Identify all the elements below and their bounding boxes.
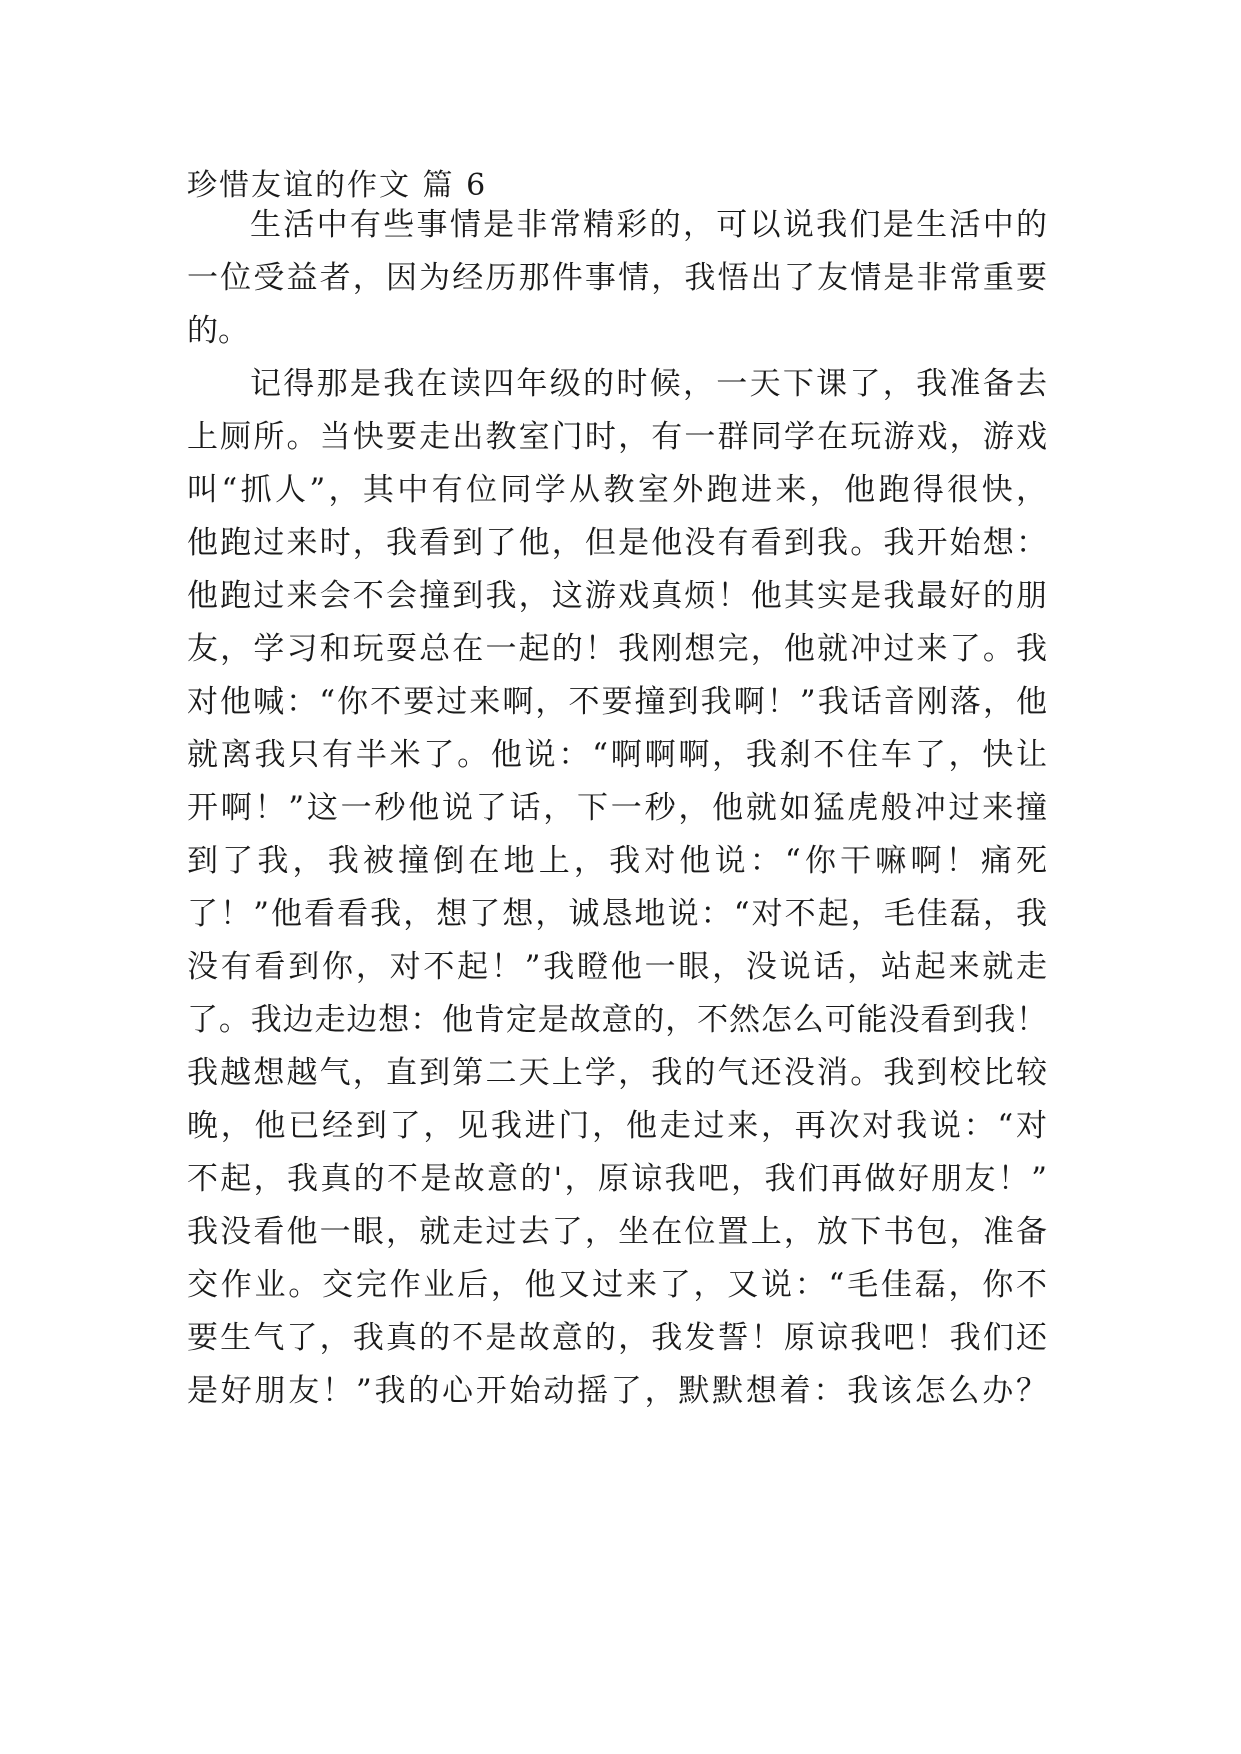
paragraph-1-line-2: 一位受益者，因为经历那件事情，我悟出了友情是非常重要 (187, 260, 1047, 296)
paragraph-2-line-9: 开啊！”这一秒他说了话，下一秒，他就如猛虎般冲过来撞 (187, 790, 1047, 826)
paragraph-2-line-16: 不起，我真的不是故意的'，原谅我吧，我们再做好朋友！” (187, 1161, 1047, 1197)
essay-title: 珍惜友谊的作文 篇 6 (187, 168, 488, 203)
paragraph-2-line-8: 就离我只有半米了。他说：“啊啊啊，我刹不住车了，快让 (187, 737, 1047, 773)
paragraph-2-line-17: 我没看他一眼，就走过去了，坐在位置上，放下书包，准备 (187, 1214, 1047, 1250)
paragraph-2-line-19: 要生气了，我真的不是故意的，我发誓！原谅我吧！我们还 (187, 1320, 1047, 1356)
paragraph-2-line-20: 是好朋友！”我的心开始动摇了，默默想着：我该怎么办？ (187, 1373, 1047, 1409)
paragraph-2-line-12: 没有看到你，对不起！”我瞪他一眼，没说话，站起来就走 (187, 949, 1047, 985)
paragraph-2-line-18: 交作业。交完作业后，他又过来了，又说：“毛佳磊，你不 (187, 1267, 1047, 1303)
paragraph-2-line-14: 我越想越气，直到第二天上学，我的气还没消。我到校比较 (187, 1055, 1047, 1091)
paragraph-2-line-5: 他跑过来会不会撞到我，这游戏真烦！他其实是我最好的朋 (187, 578, 1047, 614)
paragraph-2-line-7: 对他喊：“你不要过来啊，不要撞到我啊！”我话音刚落，他 (187, 684, 1047, 720)
paragraph-2-line-4: 他跑过来时，我看到了他，但是他没有看到我。我开始想： (187, 525, 1047, 561)
paragraph-2-line-15: 晚，他已经到了，见我进门，他走过来，再次对我说：“对 (187, 1108, 1047, 1144)
paragraph-2-line-10: 到了我，我被撞倒在地上，我对他说：“你干嘛啊！痛死 (187, 843, 1047, 879)
paragraph-2-line-2: 上厕所。当快要走出教室门时，有一群同学在玩游戏，游戏 (187, 419, 1047, 455)
paragraph-2-line-6: 友，学习和玩耍总在一起的！我刚想完，他就冲过来了。我 (187, 631, 1047, 667)
paragraph-1-line-3: 的。 (187, 313, 249, 349)
paragraph-1-line-1: 生活中有些事情是非常精彩的，可以说我们是生活中的 (250, 207, 1047, 243)
paragraph-2-line-1: 记得那是我在读四年级的时候，一天下课了，我准备去 (250, 366, 1047, 402)
paragraph-2-line-11: 了！”他看看我，想了想，诚恳地说：“对不起，毛佳磊，我 (187, 896, 1047, 932)
paragraph-2-line-13: 了。我边走边想：他肯定是故意的，不然怎么可能没看到我！ (187, 1002, 1047, 1038)
paragraph-2-line-3: 叫“抓人”，其中有位同学从教室外跑进来，他跑得很快， (187, 472, 1047, 508)
